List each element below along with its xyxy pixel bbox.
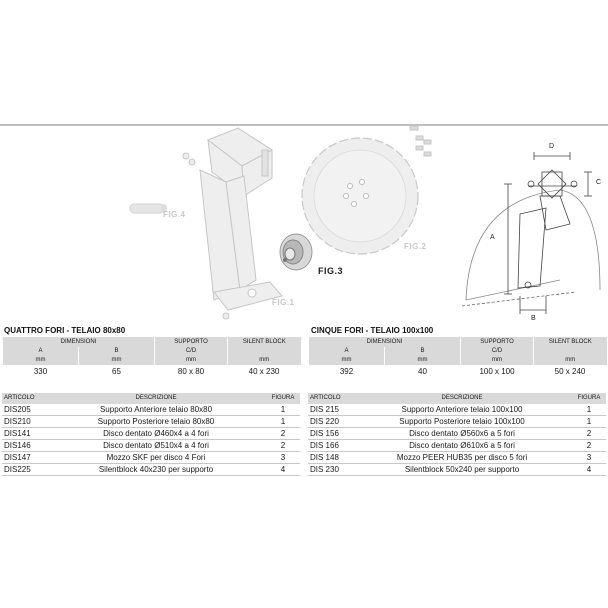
- disc-illustration: [302, 138, 418, 254]
- dim-a-value: 330: [33, 367, 48, 376]
- part-description: Mozzo SKF per disco 4 Fori: [46, 452, 266, 464]
- fig4-label: FIG.4: [163, 210, 186, 219]
- description-header: DESCRIZIONE: [352, 393, 572, 404]
- table-row: [2, 440, 300, 452]
- part-description: Disco dentato Ø460x4 a 4 fori: [46, 428, 266, 440]
- dimension-label-b: B: [531, 315, 537, 322]
- support-header: SUPPORTO: [155, 337, 228, 347]
- fig1-label: FIG.1: [272, 298, 295, 307]
- dim-empty-header: [534, 347, 607, 356]
- figure-header: FIGURA: [266, 393, 300, 404]
- fig3-label: FIG.3: [318, 266, 344, 276]
- support-value: 80 x 80: [177, 367, 205, 376]
- bolts-illustration: [410, 126, 431, 156]
- unit-label: mm: [3, 356, 79, 365]
- part-description: Silentblock 40x230 per supporto: [46, 464, 266, 476]
- silent-block-header: SILENT BLOCK: [534, 337, 607, 347]
- part-description: Supporto Anteriore telaio 100x100: [352, 404, 572, 416]
- dimensions-header: DIMENSIONI: [3, 337, 155, 347]
- table-row: [308, 452, 606, 464]
- article-code: DIS 148: [308, 452, 352, 464]
- hub-illustration: [280, 234, 312, 270]
- figure-number: 1: [572, 416, 606, 428]
- figure-number: 3: [266, 452, 300, 464]
- unit-label: mm: [534, 356, 607, 365]
- table-row: [308, 428, 606, 440]
- silentblock-illustration: [130, 204, 167, 213]
- figure-number: 1: [572, 404, 606, 416]
- support-value: 100 x 100: [479, 367, 515, 376]
- article-code: DIS210: [2, 416, 46, 428]
- figure-number: 1: [266, 416, 300, 428]
- table-row: [308, 404, 606, 416]
- dim-b-header: B: [385, 347, 461, 356]
- figure-number: 2: [572, 440, 606, 452]
- part-description: Disco dentato Ø610x6 a 5 fori: [352, 440, 572, 452]
- dimension-diagram: [462, 152, 600, 314]
- dim-cd-header: C/D: [461, 347, 534, 356]
- unit-label: mm: [79, 356, 155, 365]
- part-description: Supporto Posteriore telaio 100x100: [352, 416, 572, 428]
- unit-label: mm: [155, 356, 228, 365]
- article-header: ARTICOLO: [2, 393, 46, 404]
- dim-b-value: 40: [418, 367, 427, 376]
- article-code: DIS 230: [308, 464, 352, 476]
- unit-label: mm: [385, 356, 461, 365]
- part-description: Disco dentato Ø510x4 a 4 fori: [46, 440, 266, 452]
- support-header: SUPPORTO: [461, 337, 534, 347]
- table-row: [2, 404, 300, 416]
- part-description: Supporto Posteriore telaio 80x80: [46, 416, 266, 428]
- part-description: Supporto Anteriore telaio 80x80: [46, 404, 266, 416]
- silent-block-value: 50 x 240: [554, 367, 586, 376]
- silent-block-header: SILENT BLOCK: [228, 337, 301, 347]
- article-code: DIS146: [2, 440, 46, 452]
- right-dimensions-table: [308, 337, 607, 379]
- dim-empty-header: [228, 347, 301, 356]
- figure-number: 2: [266, 440, 300, 452]
- right-parts-rows: [308, 404, 606, 476]
- figure-number: 4: [572, 464, 606, 476]
- dim-b-value: 65: [112, 367, 121, 376]
- part-description: Silentblock 50x240 per supporto: [352, 464, 572, 476]
- article-code: DIS 215: [308, 404, 352, 416]
- dimension-label-c: C: [596, 179, 602, 186]
- figure-number: 3: [572, 452, 606, 464]
- article-code: DIS205: [2, 404, 46, 416]
- dim-b-header: B: [79, 347, 155, 356]
- dimension-label-a: A: [490, 234, 496, 241]
- unit-label: mm: [309, 356, 385, 365]
- unit-label: mm: [228, 356, 301, 365]
- dimension-label-d: D: [549, 143, 555, 150]
- article-code: DIS147: [2, 452, 46, 464]
- article-code: DIS141: [2, 428, 46, 440]
- table-row: [308, 440, 606, 452]
- table-row: [2, 428, 300, 440]
- dimensions-header: DIMENSIONI: [309, 337, 461, 347]
- figure-number: 4: [266, 464, 300, 476]
- figure-header: FIGURA: [572, 393, 606, 404]
- table-row: [308, 416, 606, 428]
- figure-number: 2: [572, 428, 606, 440]
- description-header: DESCRIZIONE: [46, 393, 266, 404]
- unit-label: mm: [461, 356, 534, 365]
- article-code: DIS 166: [308, 440, 352, 452]
- table-row: [2, 464, 300, 476]
- part-description: Mozzo PEER HUB35 per disco 5 fori: [352, 452, 572, 464]
- dim-a-header: A: [3, 347, 79, 356]
- table-row: [2, 452, 300, 464]
- silent-block-value: 40 x 230: [248, 367, 280, 376]
- dim-a-header: A: [309, 347, 385, 356]
- figure-number: 2: [266, 428, 300, 440]
- figure-number: 1: [266, 404, 300, 416]
- dim-cd-header: C/D: [155, 347, 228, 356]
- article-header: ARTICOLO: [308, 393, 352, 404]
- article-code: DIS225: [2, 464, 46, 476]
- right-section-title: CINQUE FORI - TELAIO 100x100: [311, 326, 434, 335]
- left-parts-rows: [2, 404, 300, 476]
- dim-a-value: 392: [339, 367, 354, 376]
- right-parts-table: [308, 393, 606, 476]
- part-description: Disco dentato Ø560x6 a 5 fori: [352, 428, 572, 440]
- table-row: [308, 464, 606, 476]
- left-parts-table: [2, 393, 300, 476]
- table-row: [2, 416, 300, 428]
- fig2-label: FIG.2: [404, 242, 427, 251]
- left-dimensions-table: [2, 337, 301, 379]
- left-section-title: QUATTRO FORI - TELAIO 80x80: [4, 326, 126, 335]
- article-code: DIS 156: [308, 428, 352, 440]
- article-code: DIS 220: [308, 416, 352, 428]
- support-bracket-illustration: [183, 128, 282, 319]
